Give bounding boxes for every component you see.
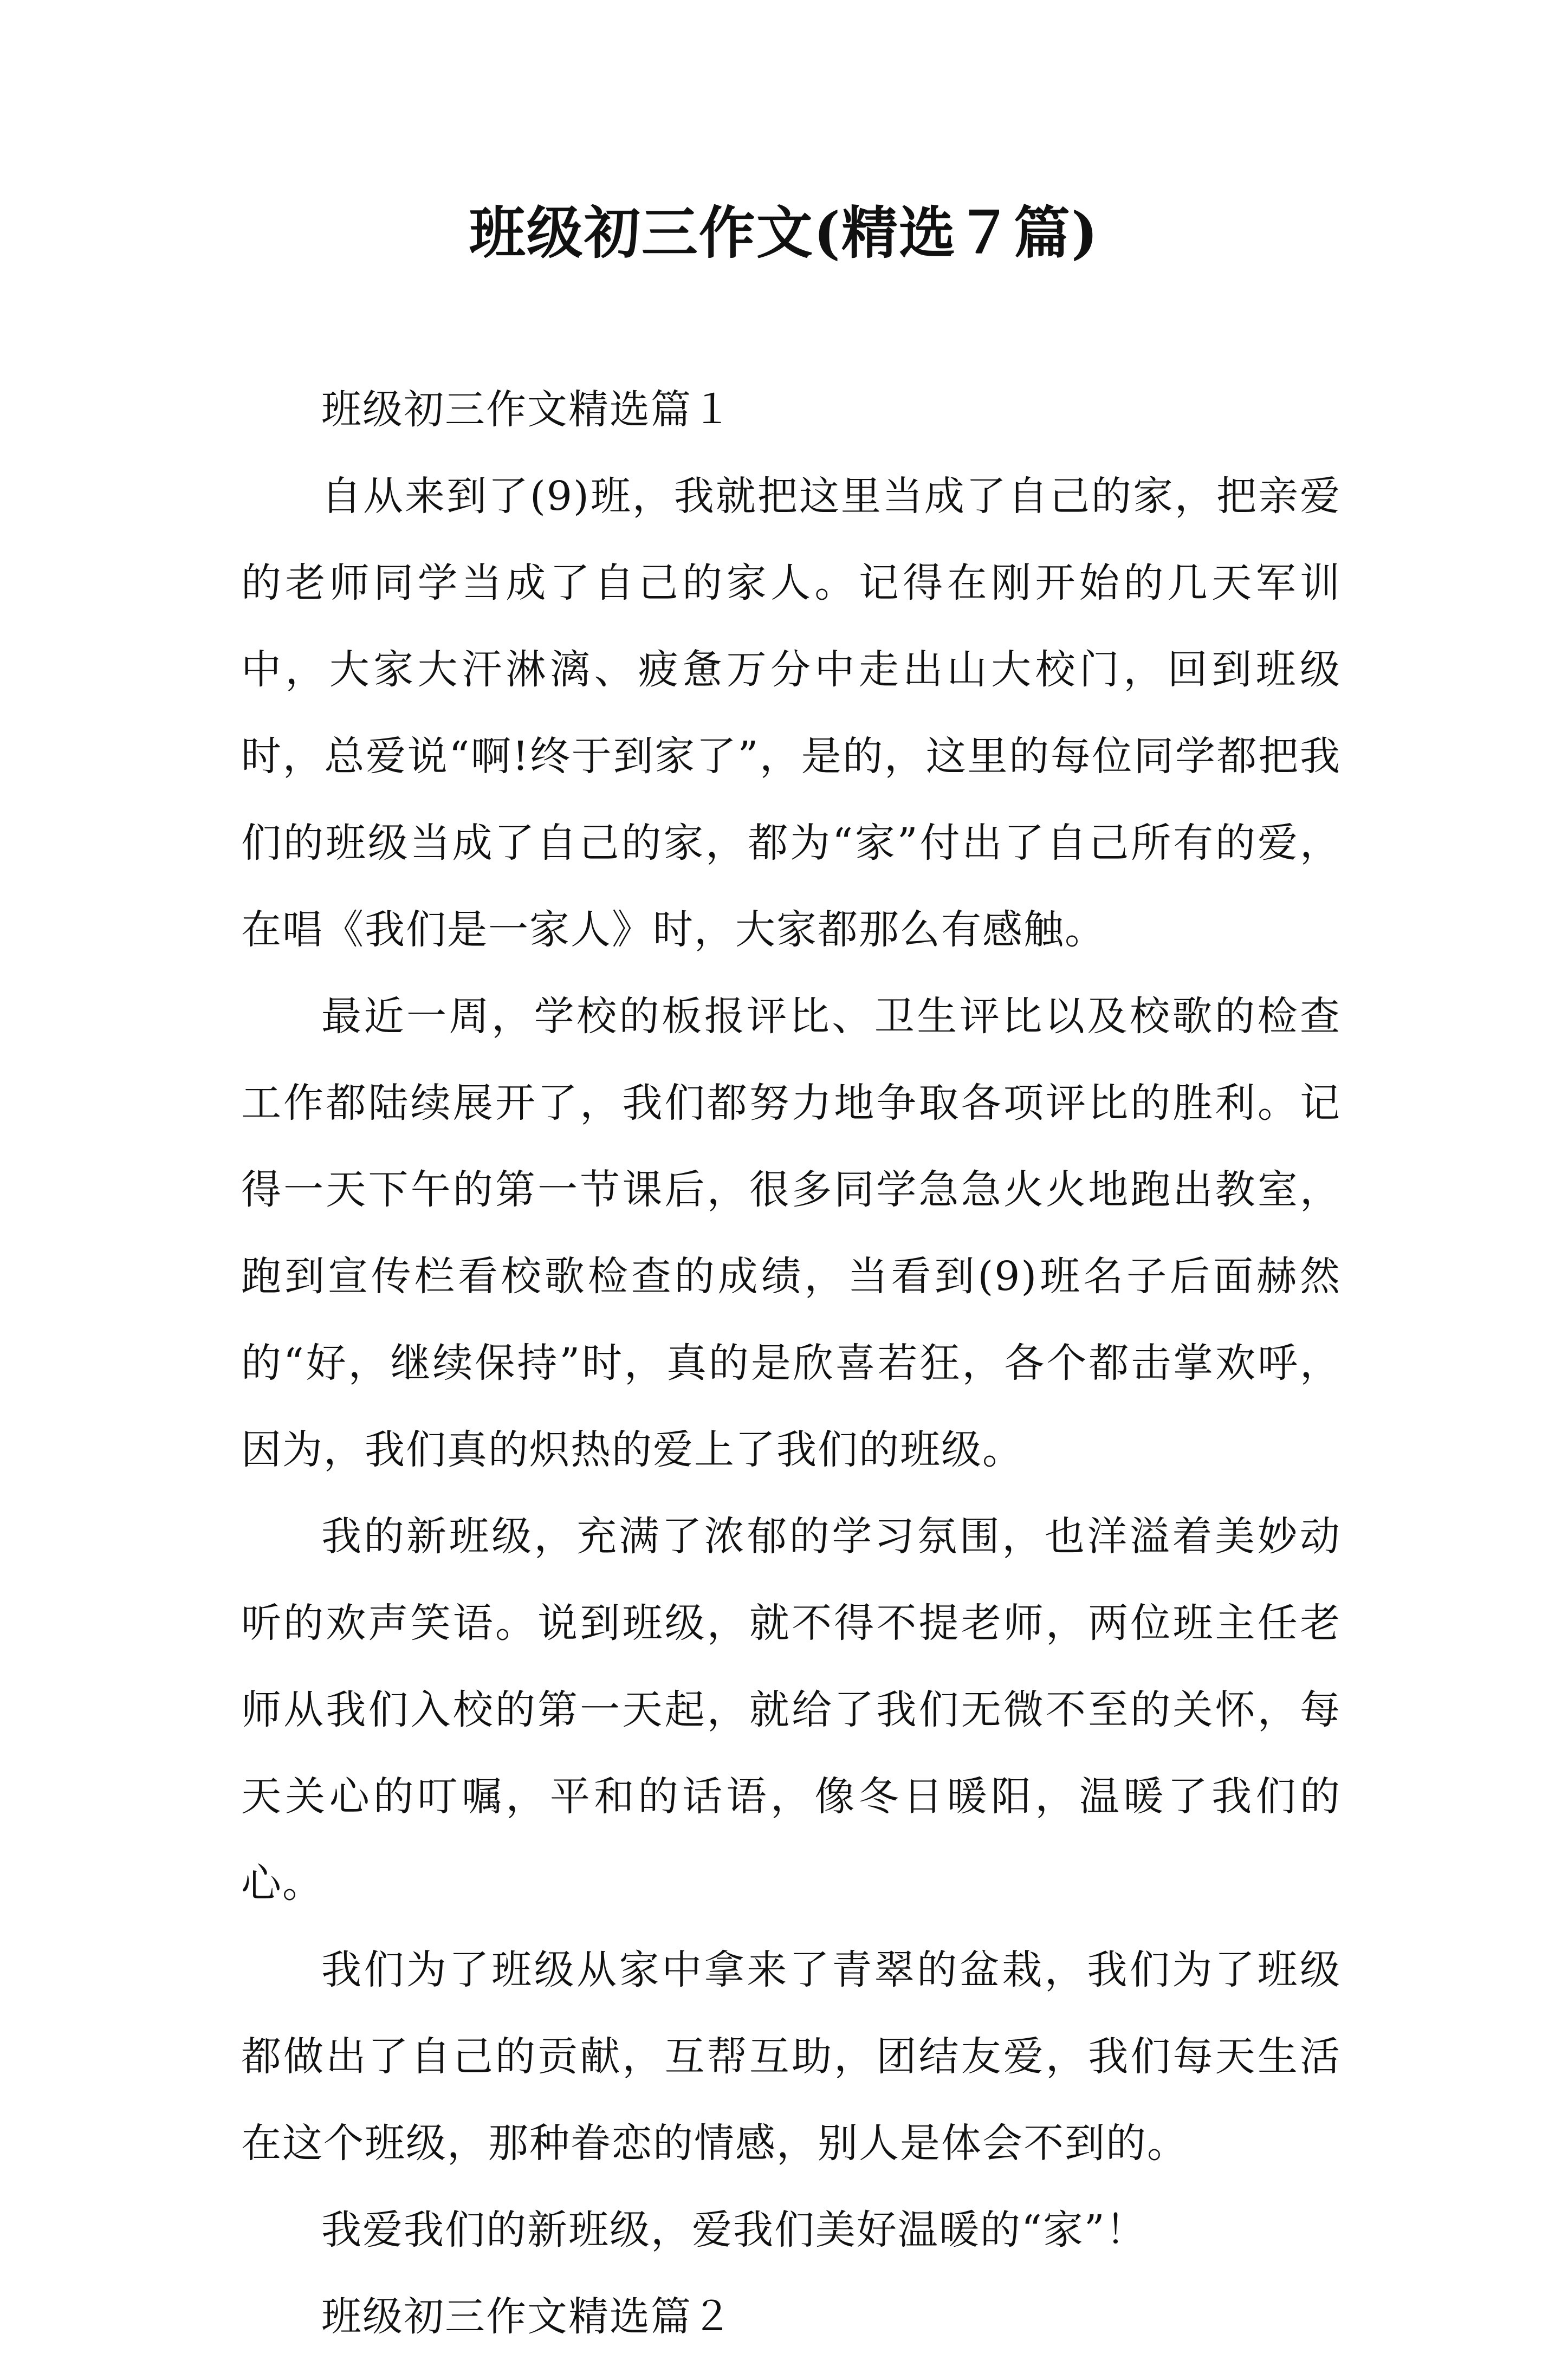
paragraph: 最近一周，学校的板报评比、卫生评比以及校歌的检查工作都陆续展开了，我们都努力地争取各项评比的胜利。记得一天下午的第一节课后，很多同学急急火火地跑出教室，跑到宣传栏看校歌检查的成绩，当看到(9)班名子后面赫然的“好，继续保持”时，真的是欣喜若狂，各个都击掌欢呼，因为，我们真的炽热的爱上了我们的班级。 (241, 993, 1341, 1473)
paragraph: 我爱我们的新班级，爱我们美好温暖的“家”！ (321, 2207, 1147, 2253)
document-title: 班级初三作文(精选７篇) (469, 199, 1099, 266)
paragraph: 我们为了班级从家中拿来了青翠的盆栽，我们为了班级都做出了自己的贡献，互帮互助，团结友爱，我们每天生活在这个班级，那种眷恋的情感，别人是体会不到的。 (241, 1947, 1341, 2167)
paragraph: 自从来到了(9)班，我就把这里当成了自己的家，把亲爱的老师同学当成了自己的家人。记得在刚开始的几天军训中，大家大汗淋漓、疲惫万分中走出山大校门，回到班级时，总爱说“啊!终于到家了”，是的，这里的每位同学都把我们的班级当成了自己的家，都为“家”付出了自己所有的爱，在唱《我们是一家人》时，大家都那么有感触。 (241, 473, 1341, 953)
section-heading: 班级初三作文精选篇２ (321, 2293, 733, 2340)
document-body (241, 366, 1341, 2360)
section-heading: 班级初三作文精选篇１ (321, 386, 733, 433)
paragraph: 我的新班级，充满了浓郁的学习氛围，也洋溢着美妙动听的欢声笑语。说到班级，就不得不提老师，两位班主任老师从我们入校的第一天起，就给了我们无微不至的关怀，每天关心的叮嘱，平和的话语，像冬日暖阳，温暖了我们的心。 (241, 1513, 1341, 1907)
